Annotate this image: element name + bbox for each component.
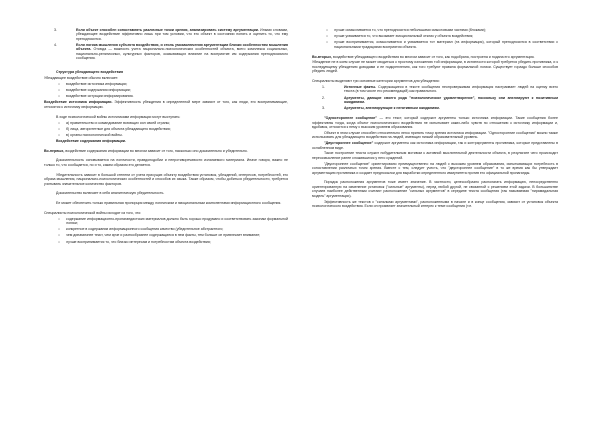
left-column <box>44 28 288 246</box>
paragraph: Убеждающее воздействие обычно включает: <box>44 76 119 81</box>
item-lead: Если объект способен сопоставлять различные точки зрения, анализировать систему аргументации. <box>76 28 259 32</box>
bullet-icon: ○ <box>326 40 329 45</box>
bullet-icon: ○ <box>58 239 61 244</box>
paragraph: Порядок расположения аргументов тоже имеет значение. В частности, целесообразно располагать информацию, непосредственно ориентированную на изменение установок ("сильные" аргументы), перед любой другой, не связанной с решением этой задачи. В большинстве случаев наиболее действенным считают расположение "сильных аргументов" в середине текста сообщения (так называемая "пирамидальная модель" аргументации). <box>312 180 558 198</box>
numbered-item <box>312 106 558 110</box>
paragraph: "Одностороннее сообщение" — это текст, который содержит аргументы только источника информации. Такие сообщения более эффективны тогда, когда объект психологического воздействия не испытывает каких-либо чувств по отношению к источнику информации и, вдобавок, относится к нему с высоким уровнем образования. <box>312 116 558 129</box>
bullet-icon: ○ <box>58 94 61 99</box>
bullet-item: ○ воздействие содержания информации; <box>58 88 131 93</box>
paragraph: "Двустороннее сообщение" содержит аргументы как источника информации, так и контраргументы противника, которые представлены в ослабленном виде. <box>312 141 558 150</box>
bullet-icon: ○ <box>58 120 61 125</box>
bullet-icon: ○ <box>58 82 61 87</box>
item-lead: Если логика мышления субъекта воздействия, и стиль умозаключения аргументации близки особенностям мышления объекта. <box>76 42 288 52</box>
item-lead: Аргументы, дающие своего рода "психологическое удовлетворение", поскольку они апеллируют к позитивным ожиданиям. <box>344 95 558 104</box>
bullet-icon: ○ <box>58 227 61 232</box>
bullet-item: ○ воздействие источника информации; <box>58 82 128 87</box>
item-number: 1. <box>322 85 325 90</box>
bullet-item: ○ чем динамичнее текст, чем ярче и разнообразнее содержащиеся в нем факты, тем больше он привлекает внимание; <box>58 233 261 238</box>
numbered-item <box>312 96 558 105</box>
right-column <box>312 28 558 210</box>
paragraph: В ходе психологической войны источниками информации могут выступать: <box>56 114 181 119</box>
paragraph: Во-первых, воздействие содержания информации во многом зависит от того, насколько оно доказательно и убедительно. <box>44 148 248 153</box>
bullet-icon: ○ <box>58 233 61 238</box>
item-text: Содержащиеся в тексте сообщения неопровержимая информация настраивает людей на оценку всего текста (в том числе его рекомендаций) как правильного. <box>344 85 558 94</box>
paragraph: Во-вторых, воздействие убеждающего воздействия во многом зависит от того, как подобрана, построена и подана его аргументация. <box>312 54 535 59</box>
bullet-item: ○ лучше воспринимается, осмысливается и усваивается тот материал (та информация), который преподносится в соответствии с национальными традициями восприятия объекта. <box>326 40 558 49</box>
item-number: 4. <box>54 42 57 47</box>
bullet-icon: ○ <box>58 126 61 131</box>
bullet-icon: ○ <box>58 88 61 93</box>
item-lead: Аргументы, апеллирующие к негативным ожиданиям. <box>344 106 440 111</box>
paragraph: Убеждение не в коем случае не может сводиться к простому изложению той информации, в истинности которой требуется убедить противника, и к последующему убеждению доводами и ее подкреплению, как того требуют правила формальной логики. Существует гораздо больше способов убедить людей. <box>312 60 558 74</box>
numbered-item <box>44 28 288 41</box>
bullet-item: ○ а) правительство и командование воюющих сил своей страны; <box>58 120 171 125</box>
paragraph: Такое построение текста служит побудительным мотивом к активной мыслительной деятельности объекта, в результате чего происходит переосмысление ранее сложившихся у него суждений. <box>312 151 558 160</box>
paragraph: Ее может обеспечить только правильная пропорция между логическим и эмоциональным компонентами информационного сообщения. <box>56 201 282 206</box>
bullet-item: ○ в) органы психологической войны. <box>58 132 123 137</box>
item-lead: Истинные факты. <box>344 85 377 90</box>
numbered-item <box>44 43 288 61</box>
bullet-icon: ○ <box>58 216 61 221</box>
bullet-item: ○ воздействие ситуации информирования. <box>58 94 134 99</box>
item-text: Отсюда — важность учета национально-психологических особенностей объекта, всего комплекса социальных, национально-религиозных, культурных факторов, оказывающих влияние на восприятие им содержания преподносимого сообщения. <box>76 47 288 61</box>
paragraph: Эффективность же текстов с "сильными аргументами", расположенными в начале и в конце сообщения, зависит от установок объекта психологического воздействия. Если он проявляет значительный интерес к теме сообщения (т.е. <box>312 199 558 209</box>
bullet-item: ○ б) лица, авторитетные для объекта убеждающего воздействия; <box>58 126 171 131</box>
paragraph: Воздействие источника информации. Эффективность убеждения в определенной мере зависит от того, как люди, его воспринимающие, относятся к источнику информации. <box>44 100 288 109</box>
paragraph: Убедительность зависит в большой степени от учета присущих объекту воздействия установок, убеждений, интересов, потребностей, его образа мышления, национально-психологических особенностей и способов их языка. Также образом, чтобы добиться убедительности, требуется учитывать значительное количество факторов. <box>44 172 288 186</box>
item-number: 2. <box>322 95 325 100</box>
numbered-item <box>312 85 558 94</box>
paragraph: Доказательство включает в себя аналитическую убедительность. <box>56 191 165 196</box>
item-text: Иными словами, убеждающее воздействие эффективно лишь при том условии, что его объект в состоянии понять и оценить то, что ему преподносится. <box>76 28 288 41</box>
bullet-icon: ○ <box>58 132 61 137</box>
bullet-item: ○ содержание информационно-пропагандистских материалов должно быть хорошо продумано и соответствовать законам формальной логики; <box>58 216 288 226</box>
paragraph: Доказательность основывается на логичности, правдоподобии и непротиворечивости излагаемого материала. Иначе говоря, важно не только то, что сообщается, но и то, каким образом это делается. <box>44 158 288 167</box>
section-heading: Воздействие содержания информации. <box>56 138 126 143</box>
paragraph: "Двустороннее сообщение" ориентировано преимущественно на людей с высоким уровнем образования, испытывающих потребность в сопоставлении различных точек зрения. Вместе с тем, следует учесть, что "двустороннее сообщение" в то же время как бы утверждает аргументацию противника и создает предпосылки для выработки определенного иммунитета против его официальной пропаганды. <box>312 161 558 175</box>
section-heading: Структура убеждающего воздействия <box>56 70 124 75</box>
item-number: 3. <box>322 106 325 111</box>
item-number: 3. <box>54 28 57 32</box>
bullet-icon: ○ <box>326 34 329 39</box>
bullet-icon: ○ <box>326 28 329 32</box>
bullet-item: ○ лучше усваивается то, что вызывает эмоциональный отклик у объекта воздействия; <box>326 34 474 39</box>
paragraph: Специалисты выделяют три основные категории аргументов для убеждения: <box>312 79 440 84</box>
paragraph: Специалисты психологической войны исходят из того, что: <box>44 211 142 216</box>
bullet-item: ○ лучше осмысливается то, что преподносится небольшими смысловыми частями (блоками); <box>326 28 486 32</box>
bullet-item: ○ лучше воспринимается то, что близко интересам и потребностям объекта воздействия; <box>58 239 211 244</box>
bullet-item: ○ конкретное в содержании информационного сообщения качество (убедительное абстрактного; <box>58 227 224 232</box>
paragraph: Объект в этом случае способен относительно легко принять точку зрения источника информации. "Односторонние сообщения" можно также использовать для убеждающего воздействия на людей, имеющих низкий образовательный уровень. <box>312 130 558 140</box>
